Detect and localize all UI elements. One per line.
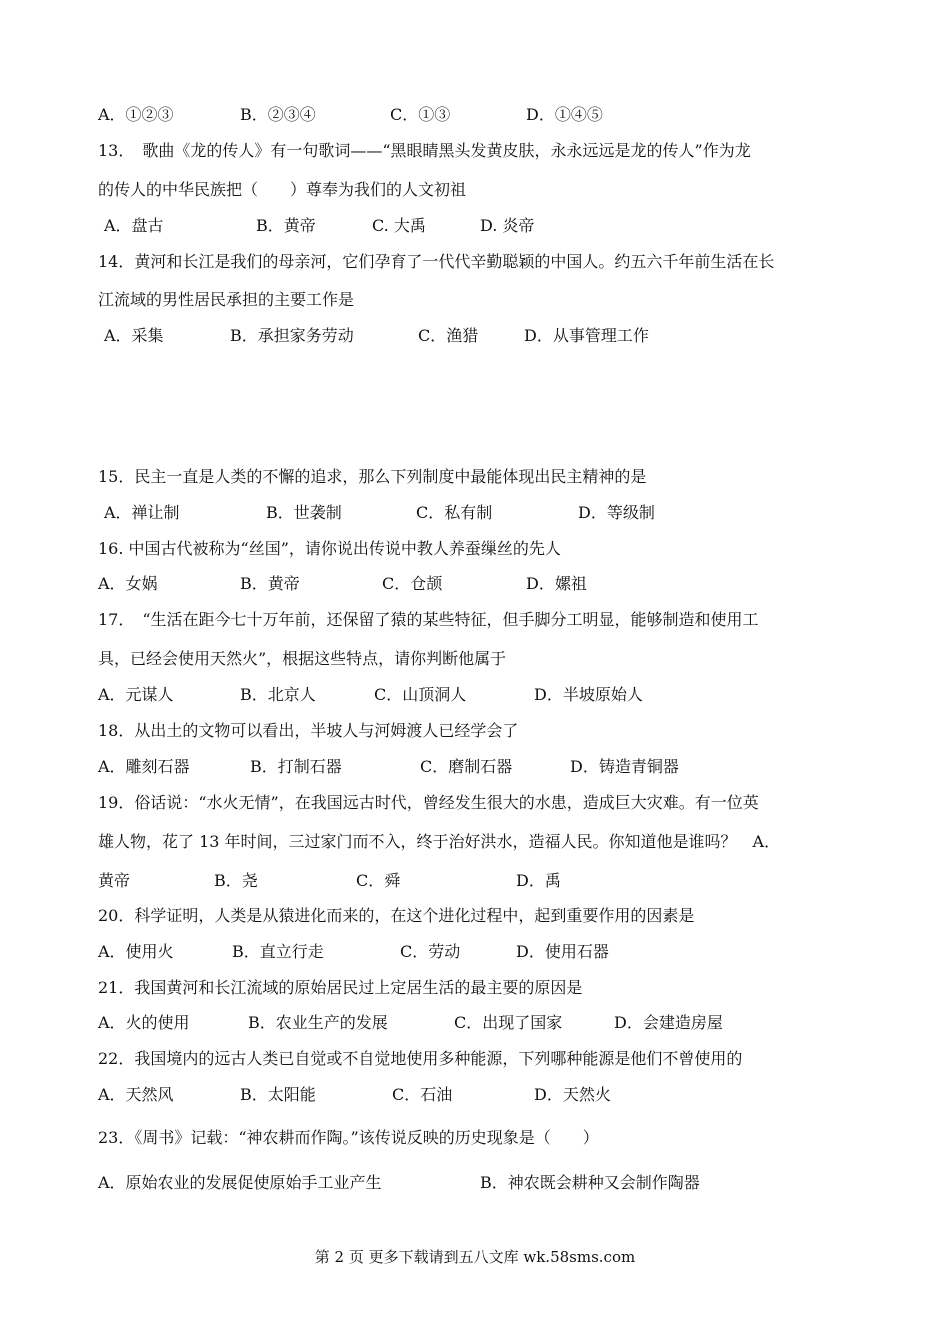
q13-stem-line1: 13． 歌曲《龙的传人》有一句歌词——“黑眼睛黑头发黄皮肤，永永远远是龙的传人”作为龙	[98, 141, 751, 160]
q19-stem-line2: 雄人物，花了 13 年时间，三过家门而不入，终于治好洪水，造福人民。你知道他是谁吗？ A．	[98, 832, 781, 851]
q17-stem-line2: 具，已经会使用天然火”，根据这些特点，请你判断他属于	[98, 649, 507, 668]
q20-option-b: B．直立行走	[232, 942, 324, 961]
q12-option-c: C．①③	[390, 105, 451, 124]
q16-stem: 16. 中国古代被称为“丝国”，请你说出传说中教人养蚕缫丝的先人	[98, 539, 561, 558]
q14-option-c: C．渔猎	[418, 326, 479, 345]
q17-option-c: C．山顶洞人	[374, 685, 467, 704]
q18-stem: 18．从出土的文物可以看出，半坡人与河姆渡人已经学会了	[98, 721, 519, 740]
q16-option-d: D．嫘祖	[526, 574, 587, 593]
q19-option-c: C．舜	[356, 871, 401, 890]
q21-option-a: A．火的使用	[98, 1013, 190, 1032]
q14-option-d: D．从事管理工作	[524, 326, 649, 345]
q21-option-c: C．出现了国家	[454, 1013, 563, 1032]
q23-stem: 23．《周书》记载：“神农耕而作陶。”该传说反映的历史现象是（ ）	[98, 1128, 599, 1147]
q16-option-b: B．黄帝	[240, 574, 300, 593]
q22-stem: 22．我国境内的远古人类已自觉或不自觉地使用多种能源，下列哪种能源是他们不曾使用的	[98, 1049, 743, 1068]
q13-stem-line2: 的传人的中华民族把（ ）尊奉为我们的人文初祖	[98, 180, 467, 199]
q23-option-a: A．原始农业的发展促使原始手工业产生	[98, 1173, 382, 1192]
q18-option-a: A．雕刻石器	[98, 757, 190, 776]
q13-option-c: C. 大禹	[372, 216, 426, 235]
q14-stem-line1: 14．黄河和长江是我们的母亲河，它们孕育了一代代辛勤聪颖的中国人。约五六千年前生活在长	[98, 252, 775, 271]
q19-option-d: D．禹	[516, 871, 561, 890]
q22-option-a: A．天然风	[98, 1085, 174, 1104]
q20-option-d: D．使用石器	[516, 942, 609, 961]
q18-option-d: D．铸造青铜器	[570, 757, 679, 776]
q22-option-b: B．太阳能	[240, 1085, 316, 1104]
q12-option-d: D．①④⑤	[526, 105, 603, 124]
q15-option-b: B．世袭制	[266, 503, 342, 522]
q18-option-c: C．磨制石器	[420, 757, 513, 776]
q14-option-a: A．采集	[104, 326, 164, 345]
q13-option-a: A．盘古	[104, 216, 164, 235]
q12-option-a: A．①②③	[98, 105, 174, 124]
q20-stem: 20．科学证明，人类是从猿进化而来的，在这个进化过程中，起到重要作用的因素是	[98, 906, 695, 925]
q21-stem: 21．我国黄河和长江流域的原始居民过上定居生活的最主要的原因是	[98, 978, 583, 997]
page-footer: 第 2 页 更多下载请到五八文库 wk.58sms.com	[314, 1248, 636, 1266]
q22-option-c: C．石油	[392, 1085, 453, 1104]
q21-option-b: B．农业生产的发展	[248, 1013, 388, 1032]
q15-option-c: C．私有制	[416, 503, 493, 522]
q18-option-b: B．打制石器	[250, 757, 342, 776]
q15-stem: 15．民主一直是人类的不懈的追求，那么下列制度中最能体现出民主精神的是	[98, 467, 647, 486]
q19-option-a: 黄帝	[98, 871, 131, 890]
q16-option-c: C．仓颉	[382, 574, 443, 593]
q14-stem-line2: 江流域的男性居民承担的主要工作是	[98, 290, 355, 309]
q22-option-d: D．天然火	[534, 1085, 611, 1104]
q16-option-a: A．女娲	[98, 574, 158, 593]
q20-option-c: C．劳动	[400, 942, 461, 961]
q17-stem-line1: 17． “生活在距今七十万年前，还保留了猿的某些特征，但手脚分工明显，能够制造和使用工	[98, 610, 759, 629]
q13-option-b: B．黄帝	[256, 216, 316, 235]
q21-option-d: D．会建造房屋	[614, 1013, 723, 1032]
q15-option-d: D．等级制	[578, 503, 655, 522]
q20-option-a: A．使用火	[98, 942, 174, 961]
q17-option-d: D．半坡原始人	[534, 685, 643, 704]
q12-option-b: B．②③④	[240, 105, 316, 124]
q19-stem-line1: 19．俗话说：“水火无情”，在我国远古时代，曾经发生很大的水患，造成巨大灾难。有一位英	[98, 793, 759, 812]
q19-option-b: B．尧	[214, 871, 258, 890]
q23-option-b: B．神农既会耕种又会制作陶器	[480, 1173, 700, 1192]
q14-option-b: B．承担家务劳动	[230, 326, 354, 345]
q17-option-a: A．元谋人	[98, 685, 174, 704]
q13-option-d: D. 炎帝	[480, 216, 535, 235]
q15-option-a: A．禅让制	[104, 503, 180, 522]
q17-option-b: B．北京人	[240, 685, 316, 704]
